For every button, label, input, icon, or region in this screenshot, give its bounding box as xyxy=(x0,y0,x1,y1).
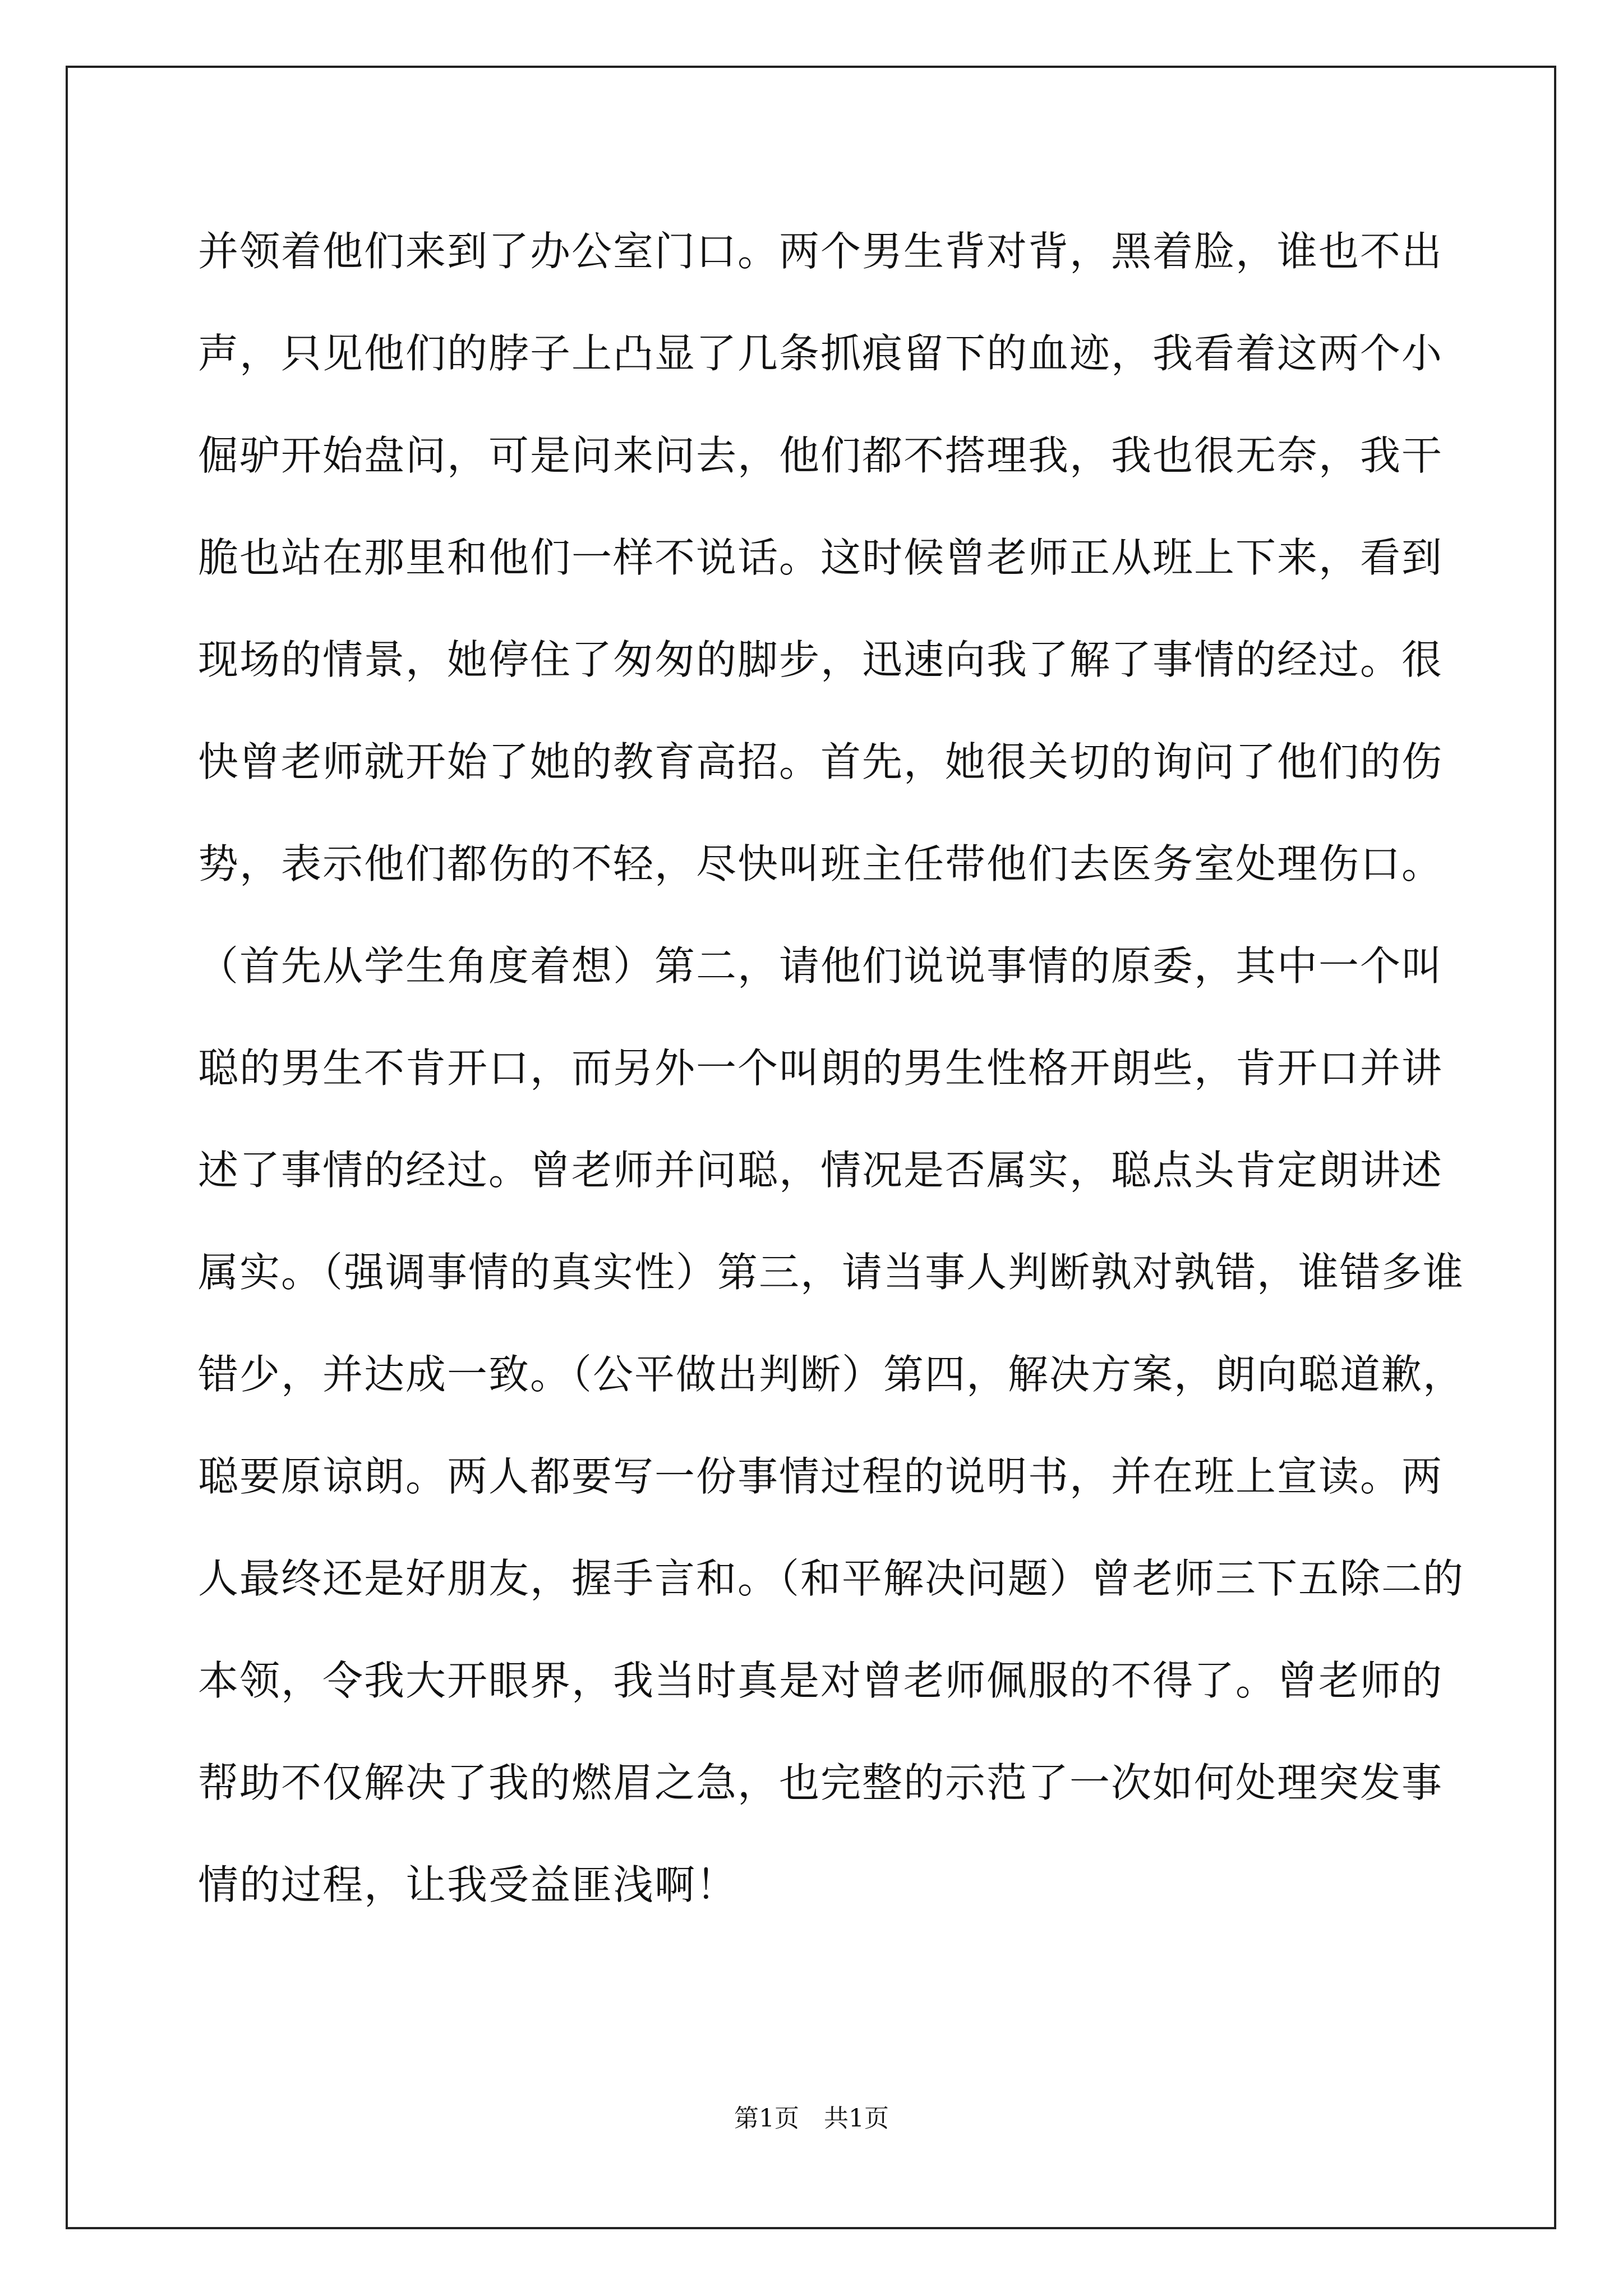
text-line: 述了事情的经过。曾老师并问聪，情况是否属实，聪点头肯定朗讲述 xyxy=(198,1147,1444,1194)
text-line: 本领，令我大开眼界，我当时真是对曾老师佩服的不得了。曾老师的 xyxy=(198,1657,1444,1704)
text-line: 错少，并达成一致。（公平做出判断）第四，解决方案，朗向聪道歉， xyxy=(198,1351,1465,1398)
text-line: 脆也站在那里和他们一样不说话。这时候曾老师正从班上下来，看到 xyxy=(198,534,1444,581)
text-line: 帮助不仅解决了我的燃眉之急，也完整的示范了一次如何处理突发事 xyxy=(198,1759,1444,1806)
text-line: （首先从学生角度着想）第二，请他们说说事情的原委，其中一个叫 xyxy=(198,942,1444,990)
text-line: 并领着他们来到了办公室门口。两个男生背对背，黑着脸，谁也不出 xyxy=(198,228,1444,275)
page-number-footer: 第1页 共1页 xyxy=(734,2104,889,2133)
text-line: 现场的情景，她停住了匆匆的脚步，迅速向我了解了事情的经过。很 xyxy=(198,636,1444,683)
text-line: 声，只见他们的脖子上凸显了几条抓痕留下的血迹，我看着这两个小 xyxy=(198,330,1444,377)
text-line: 人最终还是好朋友，握手言和。（和平解决问题）曾老师三下五除二的 xyxy=(198,1555,1465,1602)
text-line: 聪的男生不肯开口，而另外一个叫朗的男生性格开朗些，肯开口并讲 xyxy=(198,1045,1444,1092)
text-line: 情的过程，让我受益匪浅啊！ xyxy=(198,1861,738,1908)
text-line: 势，表示他们都伤的不轻，尽快叫班主任带他们去医务室处理伤口。 xyxy=(198,840,1444,887)
text-line: 倔驴开始盘问，可是问来问去，他们都不搭理我，我也很无奈，我干 xyxy=(198,432,1444,479)
text-line: 聪要原谅朗。两人都要写一份事情过程的说明书，并在班上宣读。两 xyxy=(198,1453,1444,1500)
text-line: 快曾老师就开始了她的教育高招。首先，她很关切的询问了他们的伤 xyxy=(198,738,1444,785)
document-body xyxy=(198,220,1465,1956)
text-line: 属实。（强调事情的真实性）第三，请当事人判断孰对孰错，谁错多谁 xyxy=(198,1249,1465,1296)
